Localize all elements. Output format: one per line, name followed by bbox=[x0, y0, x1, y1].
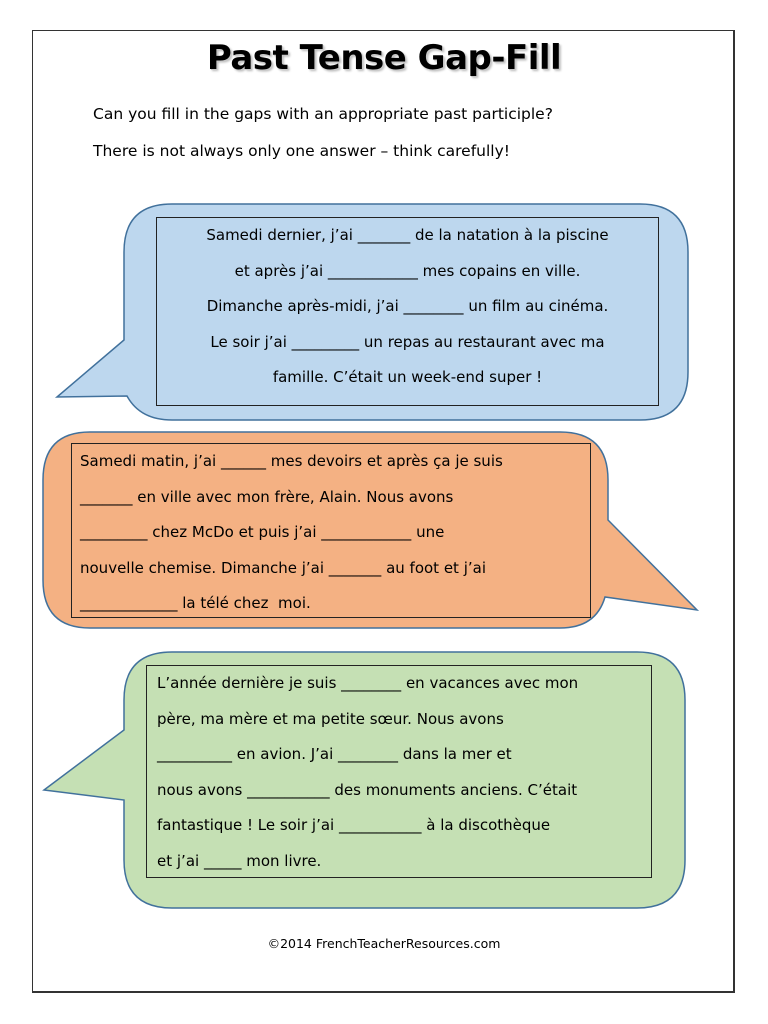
green-line-3: __________ en avion. J’ai ________ dans la mer et bbox=[157, 745, 512, 763]
blue-line-2: et après j’ai ____________ mes copains en ville. bbox=[234, 261, 581, 280]
green-line-1: L’année dernière je suis ________ en vacances avec mon bbox=[157, 674, 579, 692]
instruction-line-2: There is not always only one answer – think carefully! bbox=[93, 142, 510, 160]
orange-line-1: Samedi matin, j’ai ______ mes devoirs et après ça je suis bbox=[80, 452, 503, 470]
blue-text-box bbox=[156, 217, 659, 406]
green-line-2: père, ma mère et ma petite sœur. Nous avons bbox=[157, 709, 504, 728]
orange-line-3: _________ chez McDo et puis j’ai ____________ une bbox=[80, 523, 445, 541]
blue-line-5: famille. C’était un week-end super ! bbox=[272, 368, 543, 386]
blue-line-1: Samedi dernier, j’ai _______ de la natation à la piscine bbox=[206, 226, 609, 244]
worksheet-title: Past Tense Gap-Fill bbox=[206, 38, 562, 78]
instruction-line-1: Can you fill in the gaps with an appropriate past participle? bbox=[93, 105, 553, 123]
copyright-footer: ©2014 FrenchTeacherResources.com bbox=[267, 936, 501, 951]
green-line-6: et j’ai _____ mon livre. bbox=[157, 851, 322, 870]
orange-line-4: nouvelle chemise. Dimanche j’ai _______ au foot et j’ai bbox=[80, 558, 487, 577]
orange-text-box bbox=[71, 443, 591, 618]
orange-line-5: _____________ la télé chez moi. bbox=[80, 594, 311, 612]
blue-line-3: Dimanche après-midi, j’ai ________ un film au cinéma. bbox=[206, 297, 609, 315]
green-line-5: fantastique ! Le soir j’ai ___________ à la discothèque bbox=[157, 816, 551, 834]
green-line-4: nous avons ___________ des monuments anciens. C’était bbox=[157, 780, 578, 799]
orange-line-2: _______ en ville avec mon frère, Alain. Nous avons bbox=[80, 487, 454, 506]
green-text-box bbox=[146, 665, 652, 878]
blue-line-4: Le soir j’ai _________ un repas au restaurant avec ma bbox=[210, 332, 605, 351]
